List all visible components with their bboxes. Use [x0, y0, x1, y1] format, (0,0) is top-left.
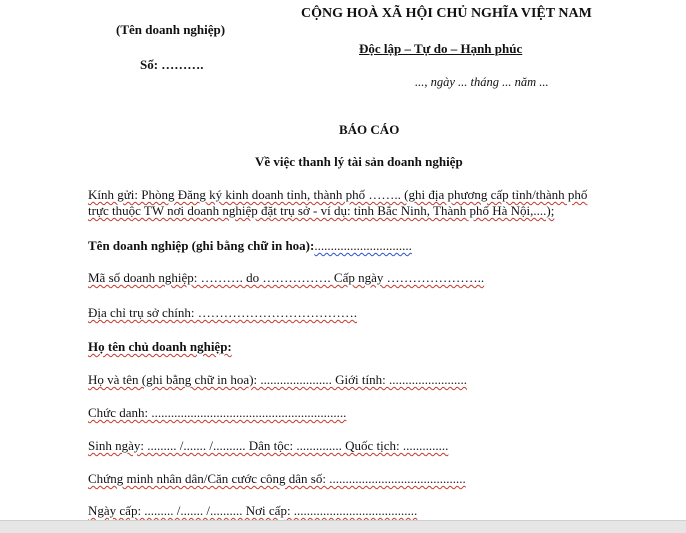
owner-heading: Họ tên chủ doanh nghiệp: — [88, 339, 232, 354]
report-title: BÁO CÁO — [339, 122, 400, 137]
national-motto: Độc lập – Tự do – Hạnh phúc — [359, 41, 523, 56]
national-title: CỘNG HOÀ XÃ HỘI CHỦ NGHĨA VIỆT NAM — [301, 6, 592, 21]
position-line: Chức danh: ............................................................ — [88, 405, 347, 420]
issue-date-place-line: Ngày cấp: ......... /....... /.......... Nơi cấp: ...................................... — [88, 503, 418, 518]
addressee-line-2: trực thuộc TW nơi doanh nghiệp đặt trụ sở - ví dụ: tỉnh Bắc Ninh, Thành phố Hà Nội,....); — [88, 203, 555, 218]
full-name-line: Họ và tên (ghi bằng chữ in hoa): ...................... Giới tính: ........................ — [88, 372, 467, 387]
date-line: ..., ngày ... tháng ... năm ... — [415, 75, 549, 89]
company-name-label: Tên doanh nghiệp (ghi bằng chữ in hoa): — [88, 238, 315, 253]
company-name-field — [88, 238, 412, 254]
tax-code-line: Mã số doanh nghiệp: ………. do ……………. Cấp ngày ………………….. — [88, 270, 485, 285]
addressee-line-1: Kính gửi: Phòng Đăng ký kinh doanh tỉnh, thành phố …….. (ghi địa phương cấp tỉnh/thành phố — [88, 187, 588, 202]
report-subtitle: Về việc thanh lý tài sản doanh nghiệp — [255, 154, 463, 169]
document-number: Số: ………. — [140, 57, 204, 72]
head-office-address-line: Địa chỉ trụ sở chính: ………………………………. — [88, 305, 358, 320]
birth-ethnicity-nationality-line: Sinh ngày: ......... /....... /.......... Dân tộc: .............. Quốc tịch: .............. — [88, 438, 449, 453]
window-bottom-edge — [0, 520, 686, 533]
id-number-line: Chứng minh nhân dân/Căn cước công dân số: .......................................... — [88, 471, 466, 486]
company-name-placeholder: (Tên doanh nghiệp) — [116, 22, 226, 37]
company-name-dots: .............................. — [314, 238, 412, 253]
